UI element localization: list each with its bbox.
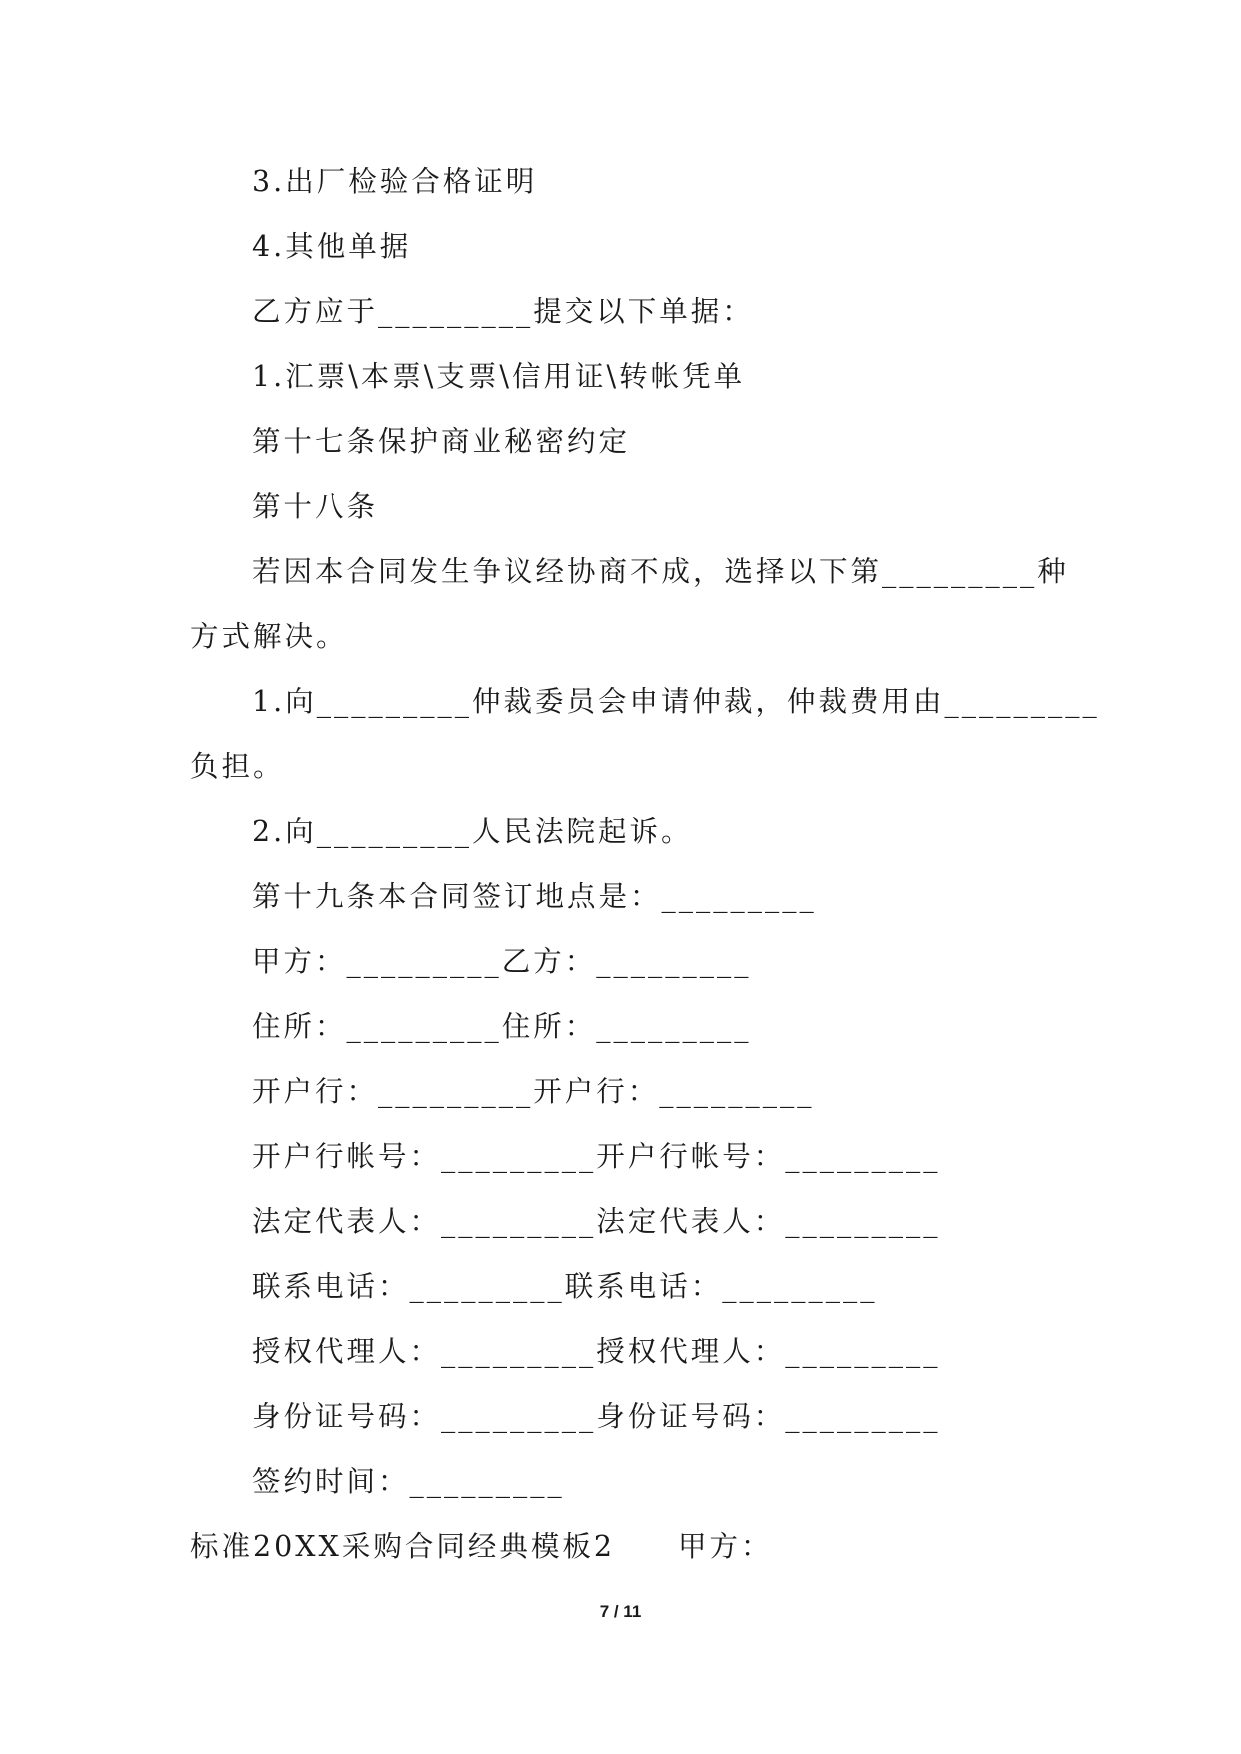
doc-line-agent: 授权代理人：_________授权代理人：_________ [252, 1335, 941, 1368]
doc-line-article-17: 第十七条保护商业秘密约定 [252, 425, 631, 458]
doc-line-dispute-cont: 方式解决。 [190, 620, 348, 653]
doc-line-template-title: 标准20XX采购合同经典模板2 甲方： [190, 1530, 773, 1563]
doc-line-legal-rep: 法定代表人：_________法定代表人：_________ [252, 1205, 941, 1238]
doc-line-id-number: 身份证号码：_________身份证号码：_________ [252, 1400, 941, 1433]
doc-line-item-4: 4.其他单据 [252, 230, 412, 263]
doc-line-parties: 甲方：_________乙方：_________ [252, 945, 752, 978]
page-number: 7 / 11 [599, 1602, 642, 1621]
doc-line-bank: 开户行：_________开户行：_________ [252, 1075, 815, 1108]
doc-line-dispute: 若因本合同发生争议经协商不成，选择以下第_________种 [252, 555, 1069, 588]
doc-line-bank-account: 开户行帐号：_________开户行帐号：_________ [252, 1140, 941, 1173]
doc-line-article-18: 第十八条 [252, 490, 379, 523]
doc-line-sign-date: 签约时间：_________ [252, 1465, 565, 1498]
doc-line-payment-docs: 1.汇票\本票\支票\信用证\转帐凭单 [252, 360, 746, 393]
doc-line-article-19: 第十九条本合同签订地点是：_________ [252, 880, 817, 913]
doc-line-arbitration: 1.向_________仲裁委员会申请仲裁，仲裁费用由_________ [252, 685, 1100, 718]
doc-line-party-b-submit: 乙方应于_________提交以下单据： [252, 295, 754, 328]
doc-line-address: 住所：_________住所：_________ [252, 1010, 752, 1043]
doc-line-arbitration-cont: 负担。 [190, 750, 285, 783]
doc-line-court: 2.向_________人民法院起诉。 [252, 815, 693, 848]
doc-line-item-3: 3.出厂检验合格证明 [252, 165, 538, 198]
doc-line-phone: 联系电话：_________联系电话：_________ [252, 1270, 878, 1303]
